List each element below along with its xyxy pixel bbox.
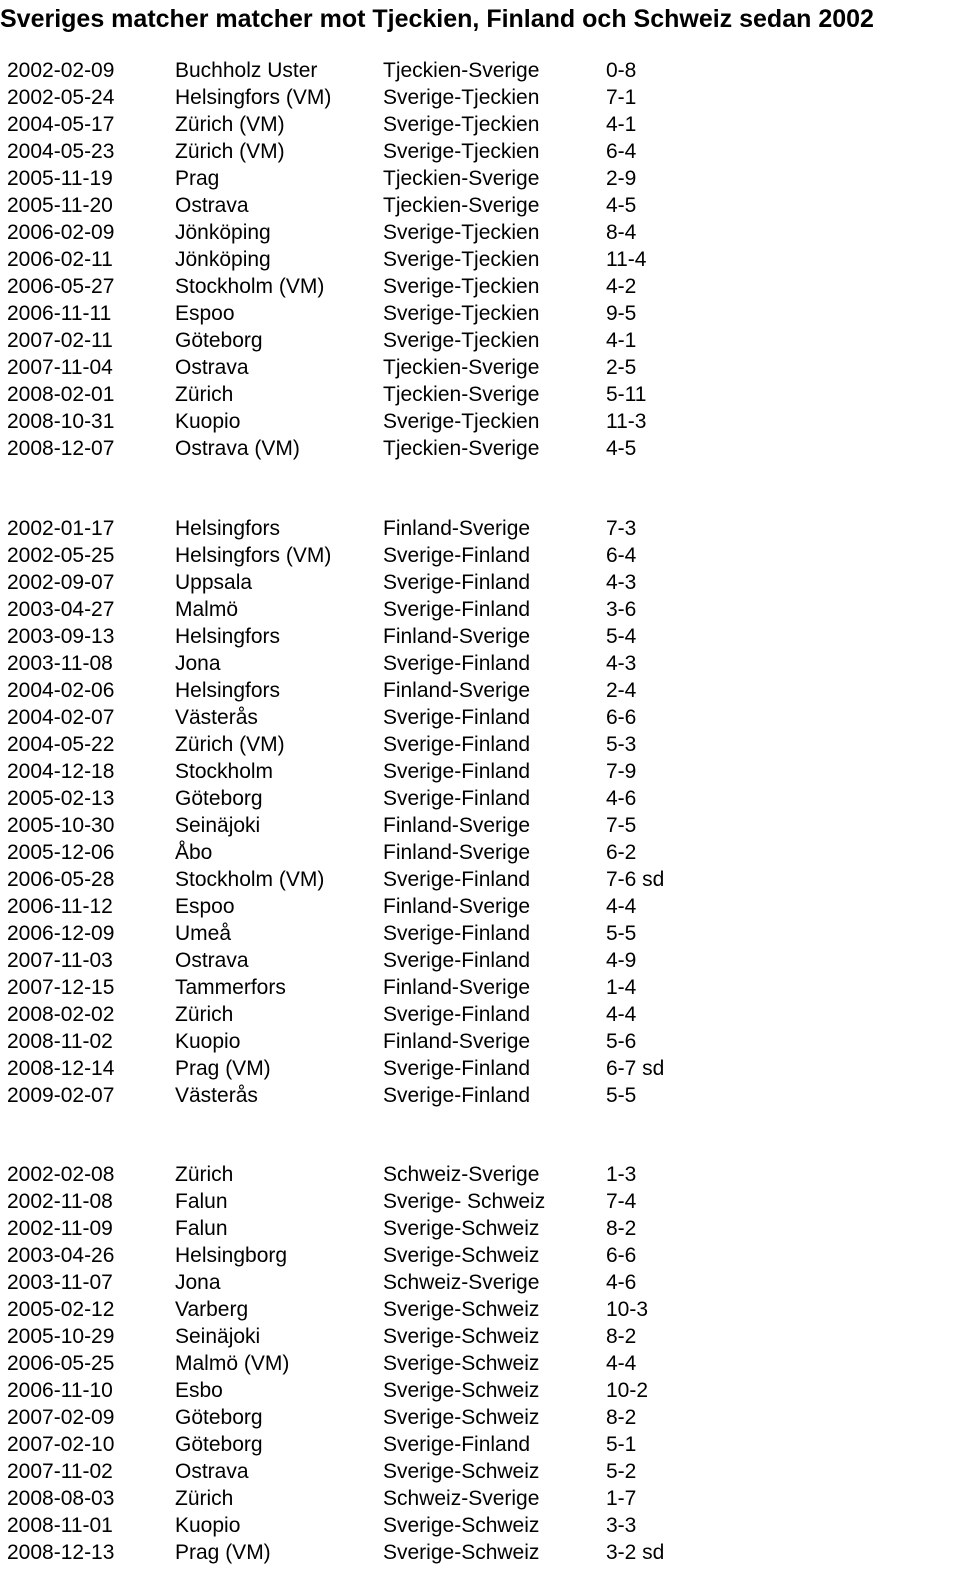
match-place: Västerås xyxy=(175,1084,258,1107)
match-teams: Sverige-Schweiz xyxy=(383,1379,540,1402)
match-place: Prag xyxy=(175,167,220,190)
match-place: Göteborg xyxy=(175,329,263,352)
match-score: 0-8 xyxy=(606,59,637,82)
match-date: 2008-11-01 xyxy=(7,1514,113,1537)
match-place: Västerås xyxy=(175,706,258,729)
match-teams: Sverige-Finland xyxy=(383,652,531,675)
match-date: 2003-11-08 xyxy=(7,652,113,675)
match-teams: Finland-Sverige xyxy=(383,841,531,864)
match-place: Helsingfors (VM) xyxy=(175,86,332,109)
table-row xyxy=(0,515,960,542)
match-score: 8-2 xyxy=(606,1217,637,1240)
match-date: 2008-12-07 xyxy=(7,437,115,460)
match-place: Stockholm (VM) xyxy=(175,275,325,298)
match-date: 2005-11-20 xyxy=(7,194,113,217)
match-score: 1-7 xyxy=(606,1487,637,1510)
table-row xyxy=(0,219,960,246)
table-row xyxy=(0,408,960,435)
match-score: 11-3 xyxy=(606,410,647,433)
table-row xyxy=(0,812,960,839)
match-teams: Schweiz-Sverige xyxy=(383,1163,540,1186)
match-date: 2006-02-09 xyxy=(7,221,115,244)
match-score: 10-3 xyxy=(606,1298,649,1321)
table-row xyxy=(0,1377,960,1404)
table-row xyxy=(0,542,960,569)
match-score: 4-2 xyxy=(606,275,637,298)
match-date: 2007-02-09 xyxy=(7,1406,115,1429)
match-score: 2-5 xyxy=(606,356,637,379)
table-row xyxy=(0,1269,960,1296)
match-date: 2005-11-19 xyxy=(7,167,113,190)
match-score: 6-6 xyxy=(606,706,637,729)
match-score: 7-9 xyxy=(606,760,637,783)
match-place: Helsingfors (VM) xyxy=(175,544,332,567)
match-place: Jona xyxy=(175,652,221,675)
match-score: 3-2 sd xyxy=(606,1541,665,1564)
match-score: 3-6 xyxy=(606,598,637,621)
match-teams: Sverige-Finland xyxy=(383,1084,531,1107)
match-place: Zürich xyxy=(175,1003,234,1026)
match-date: 2006-02-11 xyxy=(7,248,113,271)
match-teams: Sverige-Finland xyxy=(383,544,531,567)
match-date: 2004-05-17 xyxy=(7,113,115,136)
match-place: Kuopio xyxy=(175,1030,241,1053)
match-teams: Sverige-Schweiz xyxy=(383,1352,540,1375)
match-score: 4-6 xyxy=(606,1271,637,1294)
match-date: 2007-11-02 xyxy=(7,1460,113,1483)
match-date: 2008-12-13 xyxy=(7,1541,115,1564)
match-date: 2005-02-13 xyxy=(7,787,115,810)
match-date: 2007-02-10 xyxy=(7,1433,115,1456)
match-date: 2008-12-14 xyxy=(7,1057,115,1080)
table-row xyxy=(0,677,960,704)
match-teams: Sverige-Schweiz xyxy=(383,1541,540,1564)
table-row xyxy=(0,381,960,408)
match-teams: Tjeckien-Sverige xyxy=(383,59,540,82)
match-date: 2004-12-18 xyxy=(7,760,115,783)
match-date: 2005-12-06 xyxy=(7,841,115,864)
match-date: 2003-04-26 xyxy=(7,1244,115,1267)
match-date: 2002-11-08 xyxy=(7,1190,113,1213)
match-teams: Sverige- Schweiz xyxy=(383,1190,546,1213)
match-place: Umeå xyxy=(175,922,232,945)
table-row xyxy=(0,57,960,84)
match-score: 4-4 xyxy=(606,1352,637,1375)
match-score: 6-7 sd xyxy=(606,1057,665,1080)
match-teams: Sverige-Finland xyxy=(383,1057,531,1080)
match-score: 4-6 xyxy=(606,787,637,810)
match-date: 2003-04-27 xyxy=(7,598,115,621)
match-teams: Sverige-Tjeckien xyxy=(383,221,540,244)
table-row xyxy=(0,165,960,192)
match-teams: Finland-Sverige xyxy=(383,679,531,702)
match-place: Falun xyxy=(175,1217,228,1240)
match-score: 4-5 xyxy=(606,194,637,217)
match-teams: Sverige-Tjeckien xyxy=(383,329,540,352)
match-place: Stockholm xyxy=(175,760,274,783)
table-row xyxy=(0,731,960,758)
table-row xyxy=(0,974,960,1001)
table-row xyxy=(0,354,960,381)
match-teams: Sverige-Tjeckien xyxy=(383,410,540,433)
match-score: 8-2 xyxy=(606,1406,637,1429)
table-row xyxy=(0,623,960,650)
match-date: 2006-11-11 xyxy=(7,302,112,325)
table-row xyxy=(0,273,960,300)
match-teams: Schweiz-Sverige xyxy=(383,1271,540,1294)
table-row xyxy=(0,569,960,596)
match-place: Ostrava xyxy=(175,1460,249,1483)
match-teams: Sverige-Finland xyxy=(383,868,531,891)
match-date: 2003-11-07 xyxy=(7,1271,113,1294)
match-date: 2002-05-24 xyxy=(7,86,115,109)
match-teams: Sverige-Finland xyxy=(383,706,531,729)
match-score: 9-5 xyxy=(606,302,637,325)
match-place: Ostrava xyxy=(175,356,249,379)
match-teams: Tjeckien-Sverige xyxy=(383,194,540,217)
match-place: Prag (VM) xyxy=(175,1541,271,1564)
match-place: Göteborg xyxy=(175,1433,263,1456)
match-score: 6-4 xyxy=(606,544,637,567)
match-date: 2002-05-25 xyxy=(7,544,115,567)
match-date: 2005-02-12 xyxy=(7,1298,115,1321)
table-row xyxy=(0,785,960,812)
table-row xyxy=(0,1485,960,1512)
match-teams: Sverige-Tjeckien xyxy=(383,86,540,109)
table-row xyxy=(0,1028,960,1055)
match-score: 7-5 xyxy=(606,814,637,837)
match-date: 2002-01-17 xyxy=(7,517,115,540)
table-row xyxy=(0,300,960,327)
match-teams: Sverige-Schweiz xyxy=(383,1460,540,1483)
match-teams: Sverige-Tjeckien xyxy=(383,113,540,136)
table-row xyxy=(0,1458,960,1485)
match-teams: Sverige-Finland xyxy=(383,787,531,810)
page-title: Sveriges matcher matcher mot Tjeckien, Finland och Schweiz sedan 2002 xyxy=(0,5,874,33)
match-score: 7-3 xyxy=(606,517,637,540)
section-schweiz xyxy=(0,1161,960,1566)
match-date: 2002-11-09 xyxy=(7,1217,113,1240)
match-teams: Sverige-Tjeckien xyxy=(383,248,540,271)
match-place: Varberg xyxy=(175,1298,249,1321)
match-score: 4-3 xyxy=(606,652,637,675)
table-row xyxy=(0,839,960,866)
match-place: Malmö xyxy=(175,598,239,621)
table-row xyxy=(0,435,960,462)
match-teams: Tjeckien-Sverige xyxy=(383,383,540,406)
match-score: 8-2 xyxy=(606,1325,637,1348)
match-place: Espoo xyxy=(175,302,235,325)
match-score: 5-5 xyxy=(606,1084,637,1107)
table-row xyxy=(0,920,960,947)
match-date: 2007-12-15 xyxy=(7,976,115,999)
match-place: Jönköping xyxy=(175,221,271,244)
match-date: 2002-09-07 xyxy=(7,571,115,594)
table-row xyxy=(0,138,960,165)
match-teams: Sverige-Tjeckien xyxy=(383,140,540,163)
match-score: 6-4 xyxy=(606,140,637,163)
match-score: 7-1 xyxy=(606,86,637,109)
match-teams: Finland-Sverige xyxy=(383,895,531,918)
table-row xyxy=(0,1001,960,1028)
match-score: 8-4 xyxy=(606,221,637,244)
match-score: 10-2 xyxy=(606,1379,649,1402)
match-teams: Sverige-Schweiz xyxy=(383,1217,540,1240)
match-place: Zürich xyxy=(175,1487,234,1510)
match-date: 2007-11-03 xyxy=(7,949,113,972)
match-place: Buchholz Uster xyxy=(175,59,318,82)
match-place: Uppsala xyxy=(175,571,253,594)
match-place: Espoo xyxy=(175,895,235,918)
match-teams: Sverige-Schweiz xyxy=(383,1244,540,1267)
match-teams: Finland-Sverige xyxy=(383,814,531,837)
match-place: Åbo xyxy=(175,841,213,864)
table-row xyxy=(0,947,960,974)
match-score: 6-6 xyxy=(606,1244,637,1267)
match-score: 5-4 xyxy=(606,625,637,648)
match-score: 1-4 xyxy=(606,976,637,999)
table-row xyxy=(0,866,960,893)
match-date: 2004-02-06 xyxy=(7,679,115,702)
match-date: 2009-02-07 xyxy=(7,1084,115,1107)
match-teams: Sverige-Schweiz xyxy=(383,1298,540,1321)
match-teams: Tjeckien-Sverige xyxy=(383,437,540,460)
table-row xyxy=(0,1539,960,1566)
table-row xyxy=(0,1350,960,1377)
match-place: Zürich xyxy=(175,1163,234,1186)
match-score: 5-2 xyxy=(606,1460,637,1483)
match-teams: Sverige-Finland xyxy=(383,1003,531,1026)
match-score: 6-2 xyxy=(606,841,637,864)
match-score: 4-4 xyxy=(606,1003,637,1026)
match-teams: Sverige-Tjeckien xyxy=(383,302,540,325)
match-teams: Schweiz-Sverige xyxy=(383,1487,540,1510)
match-teams: Sverige-Schweiz xyxy=(383,1406,540,1429)
table-row xyxy=(0,84,960,111)
section-tjeckien xyxy=(0,57,960,462)
match-place: Ostrava xyxy=(175,194,249,217)
match-date: 2007-02-11 xyxy=(7,329,113,352)
match-teams: Finland-Sverige xyxy=(383,976,531,999)
match-place: Jönköping xyxy=(175,248,271,271)
table-row xyxy=(0,1242,960,1269)
table-row xyxy=(0,596,960,623)
table-row xyxy=(0,704,960,731)
match-place: Malmö (VM) xyxy=(175,1352,290,1375)
match-date: 2006-05-25 xyxy=(7,1352,115,1375)
match-score: 7-4 xyxy=(606,1190,637,1213)
match-teams: Sverige-Finland xyxy=(383,733,531,756)
match-date: 2008-02-02 xyxy=(7,1003,115,1026)
match-date: 2004-05-22 xyxy=(7,733,115,756)
match-teams: Tjeckien-Sverige xyxy=(383,167,540,190)
match-place: Zürich xyxy=(175,383,234,406)
match-score: 5-1 xyxy=(606,1433,637,1456)
match-score: 2-4 xyxy=(606,679,637,702)
match-score: 4-1 xyxy=(606,113,637,136)
match-place: Ostrava xyxy=(175,949,249,972)
table-row xyxy=(0,1296,960,1323)
match-place: Esbo xyxy=(175,1379,223,1402)
match-teams: Finland-Sverige xyxy=(383,625,531,648)
match-teams: Sverige-Tjeckien xyxy=(383,275,540,298)
match-place: Prag (VM) xyxy=(175,1057,271,1080)
match-score: 5-3 xyxy=(606,733,637,756)
match-date: 2008-10-31 xyxy=(7,410,115,433)
match-date: 2005-10-29 xyxy=(7,1325,115,1348)
table-row xyxy=(0,327,960,354)
match-teams: Sverige-Finland xyxy=(383,760,531,783)
match-score: 5-5 xyxy=(606,922,637,945)
match-teams: Sverige-Finland xyxy=(383,598,531,621)
match-teams: Finland-Sverige xyxy=(383,1030,531,1053)
table-row xyxy=(0,1323,960,1350)
table-row xyxy=(0,1055,960,1082)
match-teams: Sverige-Schweiz xyxy=(383,1325,540,1348)
match-teams: Sverige-Finland xyxy=(383,922,531,945)
match-place: Göteborg xyxy=(175,787,263,810)
match-place: Zürich (VM) xyxy=(175,140,285,163)
match-date: 2003-09-13 xyxy=(7,625,115,648)
match-place: Helsingfors xyxy=(175,625,281,648)
match-place: Tammerfors xyxy=(175,976,286,999)
section-finland xyxy=(0,515,960,1109)
match-place: Kuopio xyxy=(175,1514,241,1537)
match-teams: Finland-Sverige xyxy=(383,517,531,540)
match-place: Zürich (VM) xyxy=(175,733,285,756)
match-score: 4-3 xyxy=(606,571,637,594)
match-date: 2002-02-08 xyxy=(7,1163,115,1186)
table-row xyxy=(0,1188,960,1215)
table-row xyxy=(0,1215,960,1242)
match-place: Ostrava (VM) xyxy=(175,437,300,460)
match-score: 4-1 xyxy=(606,329,637,352)
match-date: 2004-02-07 xyxy=(7,706,115,729)
match-score: 5-6 xyxy=(606,1030,637,1053)
match-place: Stockholm (VM) xyxy=(175,868,325,891)
table-row xyxy=(0,1512,960,1539)
match-place: Zürich (VM) xyxy=(175,113,285,136)
table-row xyxy=(0,1161,960,1188)
table-row xyxy=(0,111,960,138)
table-row xyxy=(0,1431,960,1458)
match-date: 2006-11-10 xyxy=(7,1379,113,1402)
match-score: 11-4 xyxy=(606,248,647,271)
match-score: 5-11 xyxy=(606,383,647,406)
match-score: 7-6 sd xyxy=(606,868,665,891)
table-row xyxy=(0,1404,960,1431)
match-teams: Tjeckien-Sverige xyxy=(383,356,540,379)
match-place: Jona xyxy=(175,1271,221,1294)
match-place: Göteborg xyxy=(175,1406,263,1429)
match-place: Helsingborg xyxy=(175,1244,288,1267)
table-row xyxy=(0,192,960,219)
match-place: Seinäjoki xyxy=(175,814,261,837)
match-score: 3-3 xyxy=(606,1514,637,1537)
match-place: Kuopio xyxy=(175,410,241,433)
match-date: 2008-11-02 xyxy=(7,1030,113,1053)
match-date: 2006-05-28 xyxy=(7,868,115,891)
match-place: Helsingfors xyxy=(175,679,281,702)
match-score: 4-4 xyxy=(606,895,637,918)
match-teams: Sverige-Schweiz xyxy=(383,1514,540,1537)
match-date: 2006-12-09 xyxy=(7,922,115,945)
match-date: 2005-10-30 xyxy=(7,814,115,837)
table-row xyxy=(0,650,960,677)
match-place: Falun xyxy=(175,1190,228,1213)
match-date: 2008-08-03 xyxy=(7,1487,115,1510)
table-row xyxy=(0,893,960,920)
match-score: 2-9 xyxy=(606,167,637,190)
table-row xyxy=(0,246,960,273)
match-date: 2006-11-12 xyxy=(7,895,113,918)
match-teams: Sverige-Finland xyxy=(383,1433,531,1456)
match-date: 2007-11-04 xyxy=(7,356,113,379)
match-score: 4-5 xyxy=(606,437,637,460)
match-teams: Sverige-Finland xyxy=(383,949,531,972)
table-row xyxy=(0,758,960,785)
match-place: Seinäjoki xyxy=(175,1325,261,1348)
match-place: Helsingfors xyxy=(175,517,281,540)
table-row xyxy=(0,1082,960,1109)
match-teams: Sverige-Finland xyxy=(383,571,531,594)
match-date: 2002-02-09 xyxy=(7,59,115,82)
match-score: 4-9 xyxy=(606,949,637,972)
match-score: 1-3 xyxy=(606,1163,637,1186)
match-date: 2004-05-23 xyxy=(7,140,115,163)
match-date: 2006-05-27 xyxy=(7,275,115,298)
match-date: 2008-02-01 xyxy=(7,383,115,406)
